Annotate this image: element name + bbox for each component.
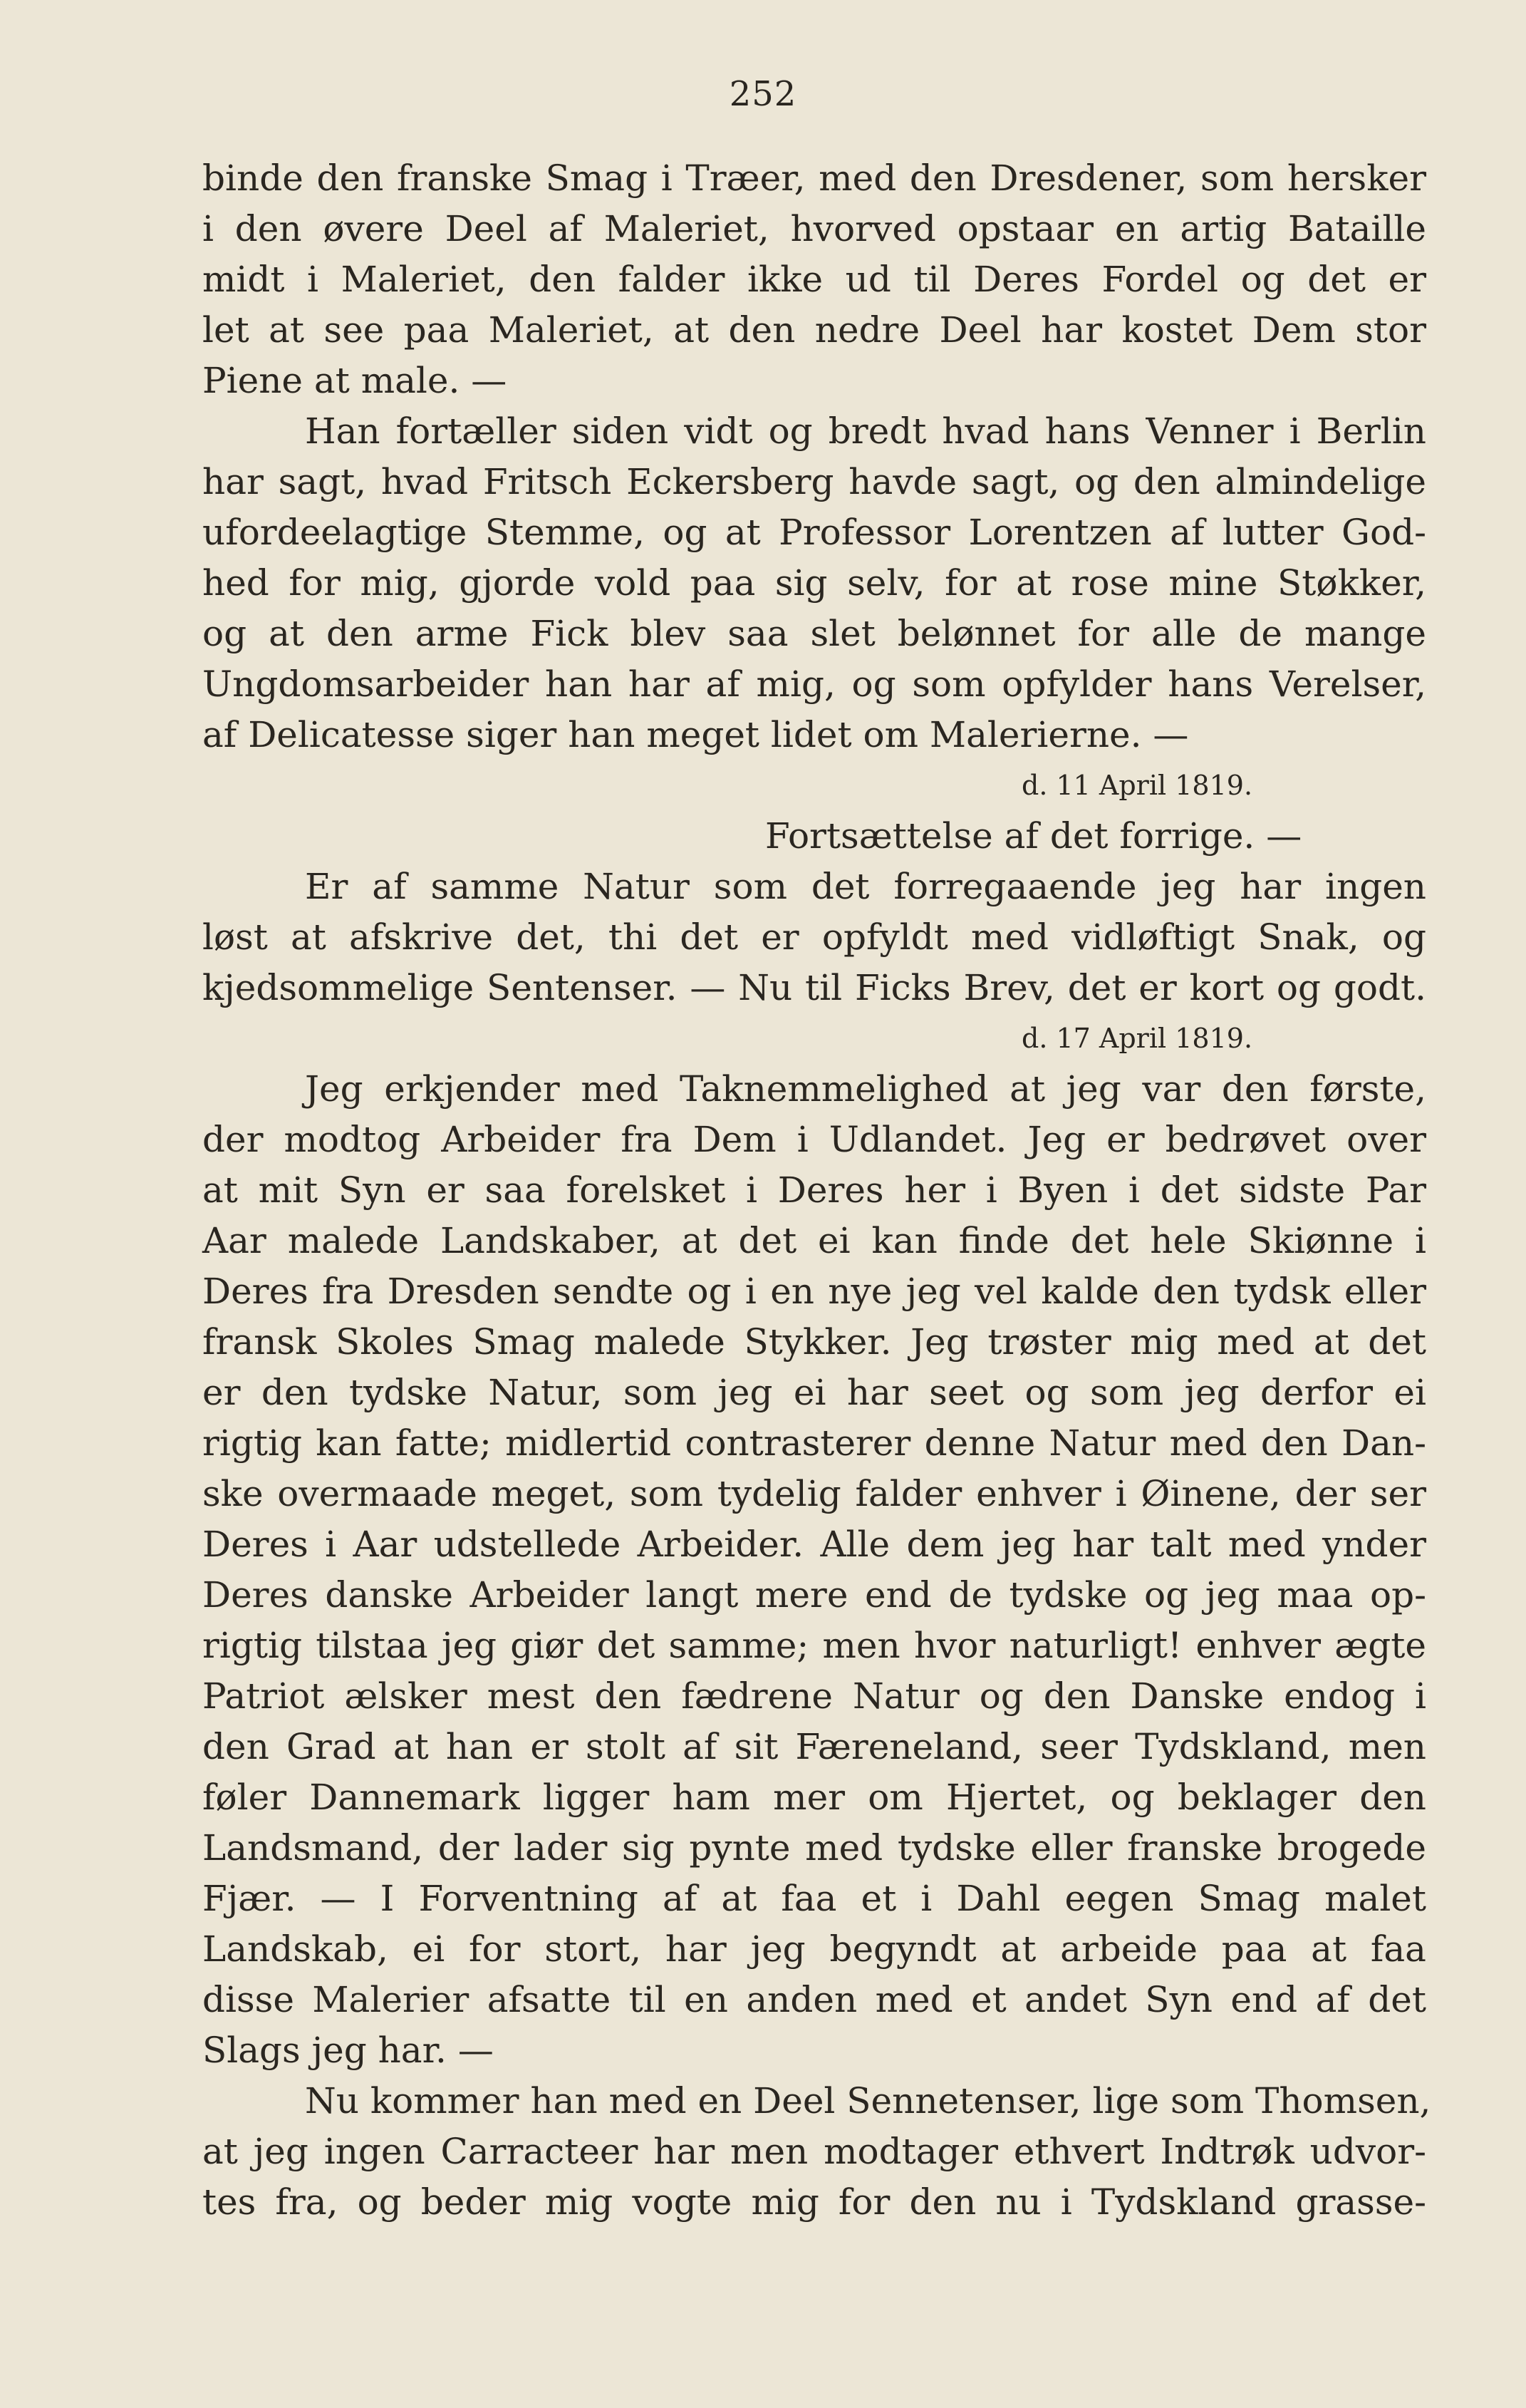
page-number: 252 — [729, 74, 797, 114]
text-line: rigtig tilstaa jeg giør det samme; men hvor naturligt! enhver ægte — [202, 1625, 1426, 1666]
text-line: Ungdomsarbeider han har af mig, og som opfylder hans Verelser, — [202, 663, 1426, 705]
paragraph-start-line: Jeg erkjender med Taknemmelighed at jeg var den første, — [305, 1068, 1426, 1110]
section-heading: Fortsættelse af det forrige. — — [765, 815, 1302, 857]
dateline: d. 17 April 1819. — [1022, 1023, 1253, 1054]
text-line: i den øvere Deel af Maleriet, hvorved opstaar en artig Bataille — [202, 208, 1426, 249]
text-line: ufordeelagtige Stemme, og at Professor Lorentzen af lutter God- — [202, 512, 1426, 553]
text-line: kjedsommelige Sentenser. — Nu til Ficks Brev, det er kort og godt. — [202, 967, 1426, 1008]
text-line: rigtig kan fatte; midlertid contrasterer denne Natur med den Dan- — [202, 1422, 1426, 1464]
paragraph-start-line: Han fortæller siden vidt og bredt hvad hans Venner i Berlin — [305, 410, 1426, 452]
text-line: Fjær. — I Forventning af at faa et i Dahl eegen Smag malet — [202, 1878, 1426, 1919]
text-line: Deres i Aar udstellede Arbeider. Alle dem jeg har talt med ynder — [202, 1524, 1426, 1565]
text-line: løst at afskrive det, thi det er opfyldt med vidløftigt Snak, og — [202, 916, 1426, 958]
text-line: tes fra, og beder mig vogte mig for den nu i Tydskland grasse- — [202, 2181, 1426, 2223]
body-text — [202, 153, 1431, 2228]
text-line: Landskab, ei for stort, har jeg begyndt at arbeide paa at faa — [202, 1928, 1426, 1970]
text-line: har sagt, hvad Fritsch Eckersberg havde sagt, og den almindelige — [202, 461, 1426, 502]
text-line: Patriot ælsker mest den fædrene Natur og den Danske endog i — [202, 1675, 1426, 1717]
text-line: Slags jeg har. — — [202, 2030, 494, 2071]
text-line: ske overmaade meget, som tydelig falder enhver i Øinene, der ser — [202, 1473, 1426, 1514]
text-line: der modtog Arbeider fra Dem i Udlandet. Jeg er bedrøvet over — [202, 1119, 1426, 1160]
paragraph-start-line: Er af samme Natur som det forregaaende jeg har ingen — [305, 866, 1426, 907]
text-line: Deres danske Arbeider langt mere end de tydske og jeg maa op- — [202, 1574, 1426, 1616]
text-line: at jeg ingen Carracteer har men modtager ethvert Indtrøk udvor- — [202, 2131, 1426, 2172]
text-line: binde den franske Smag i Træer, med den Dresdener, som hersker — [202, 157, 1426, 199]
paragraph-start-line: Nu kommer han med en Deel Sennetenser, lige som Thomsen, — [305, 2080, 1431, 2122]
text-line: Deres fra Dresden sendte og i en nye jeg vel kalde den tydsk eller — [202, 1271, 1426, 1312]
text-line: at mit Syn er saa forelsket i Deres her i Byen i det sidste Par — [202, 1169, 1426, 1211]
text-line: og at den arme Fick blev saa slet belønnet for alle de mange — [202, 613, 1426, 654]
text-line: Landsmand, der lader sig pynte med tydske eller franske brogede — [202, 1827, 1426, 1869]
text-line: er den tydske Natur, som jeg ei har seet og som jeg derfor ei — [202, 1372, 1426, 1413]
text-line: Piene at male. — — [202, 360, 507, 401]
text-line: midt i Maleriet, den falder ikke ud til Deres Fordel og det er — [202, 259, 1426, 300]
text-line: let at see paa Maleriet, at den nedre Deel har kostet Dem stor — [202, 309, 1426, 351]
dateline: d. 11 April 1819. — [1022, 770, 1253, 801]
text-line: af Delicatesse siger han meget lidet om Malerierne. — — [202, 714, 1189, 755]
text-line: Aar malede Landskaber, at det ei kan finde det hele Skiønne i — [202, 1220, 1426, 1261]
text-line: føler Dannemark ligger ham mer om Hjertet, og beklager den — [202, 1777, 1426, 1818]
text-line: hed for mig, gjorde vold paa sig selv, for at rose mine Støkker, — [202, 562, 1426, 604]
text-line: fransk Skoles Smag malede Stykker. Jeg trøster mig med at det — [202, 1321, 1426, 1363]
text-line: den Grad at han er stolt af sit Færeneland, seer Tydskland, men — [202, 1726, 1426, 1767]
text-line: disse Malerier afsatte til en anden med et andet Syn end af det — [202, 1979, 1426, 2020]
